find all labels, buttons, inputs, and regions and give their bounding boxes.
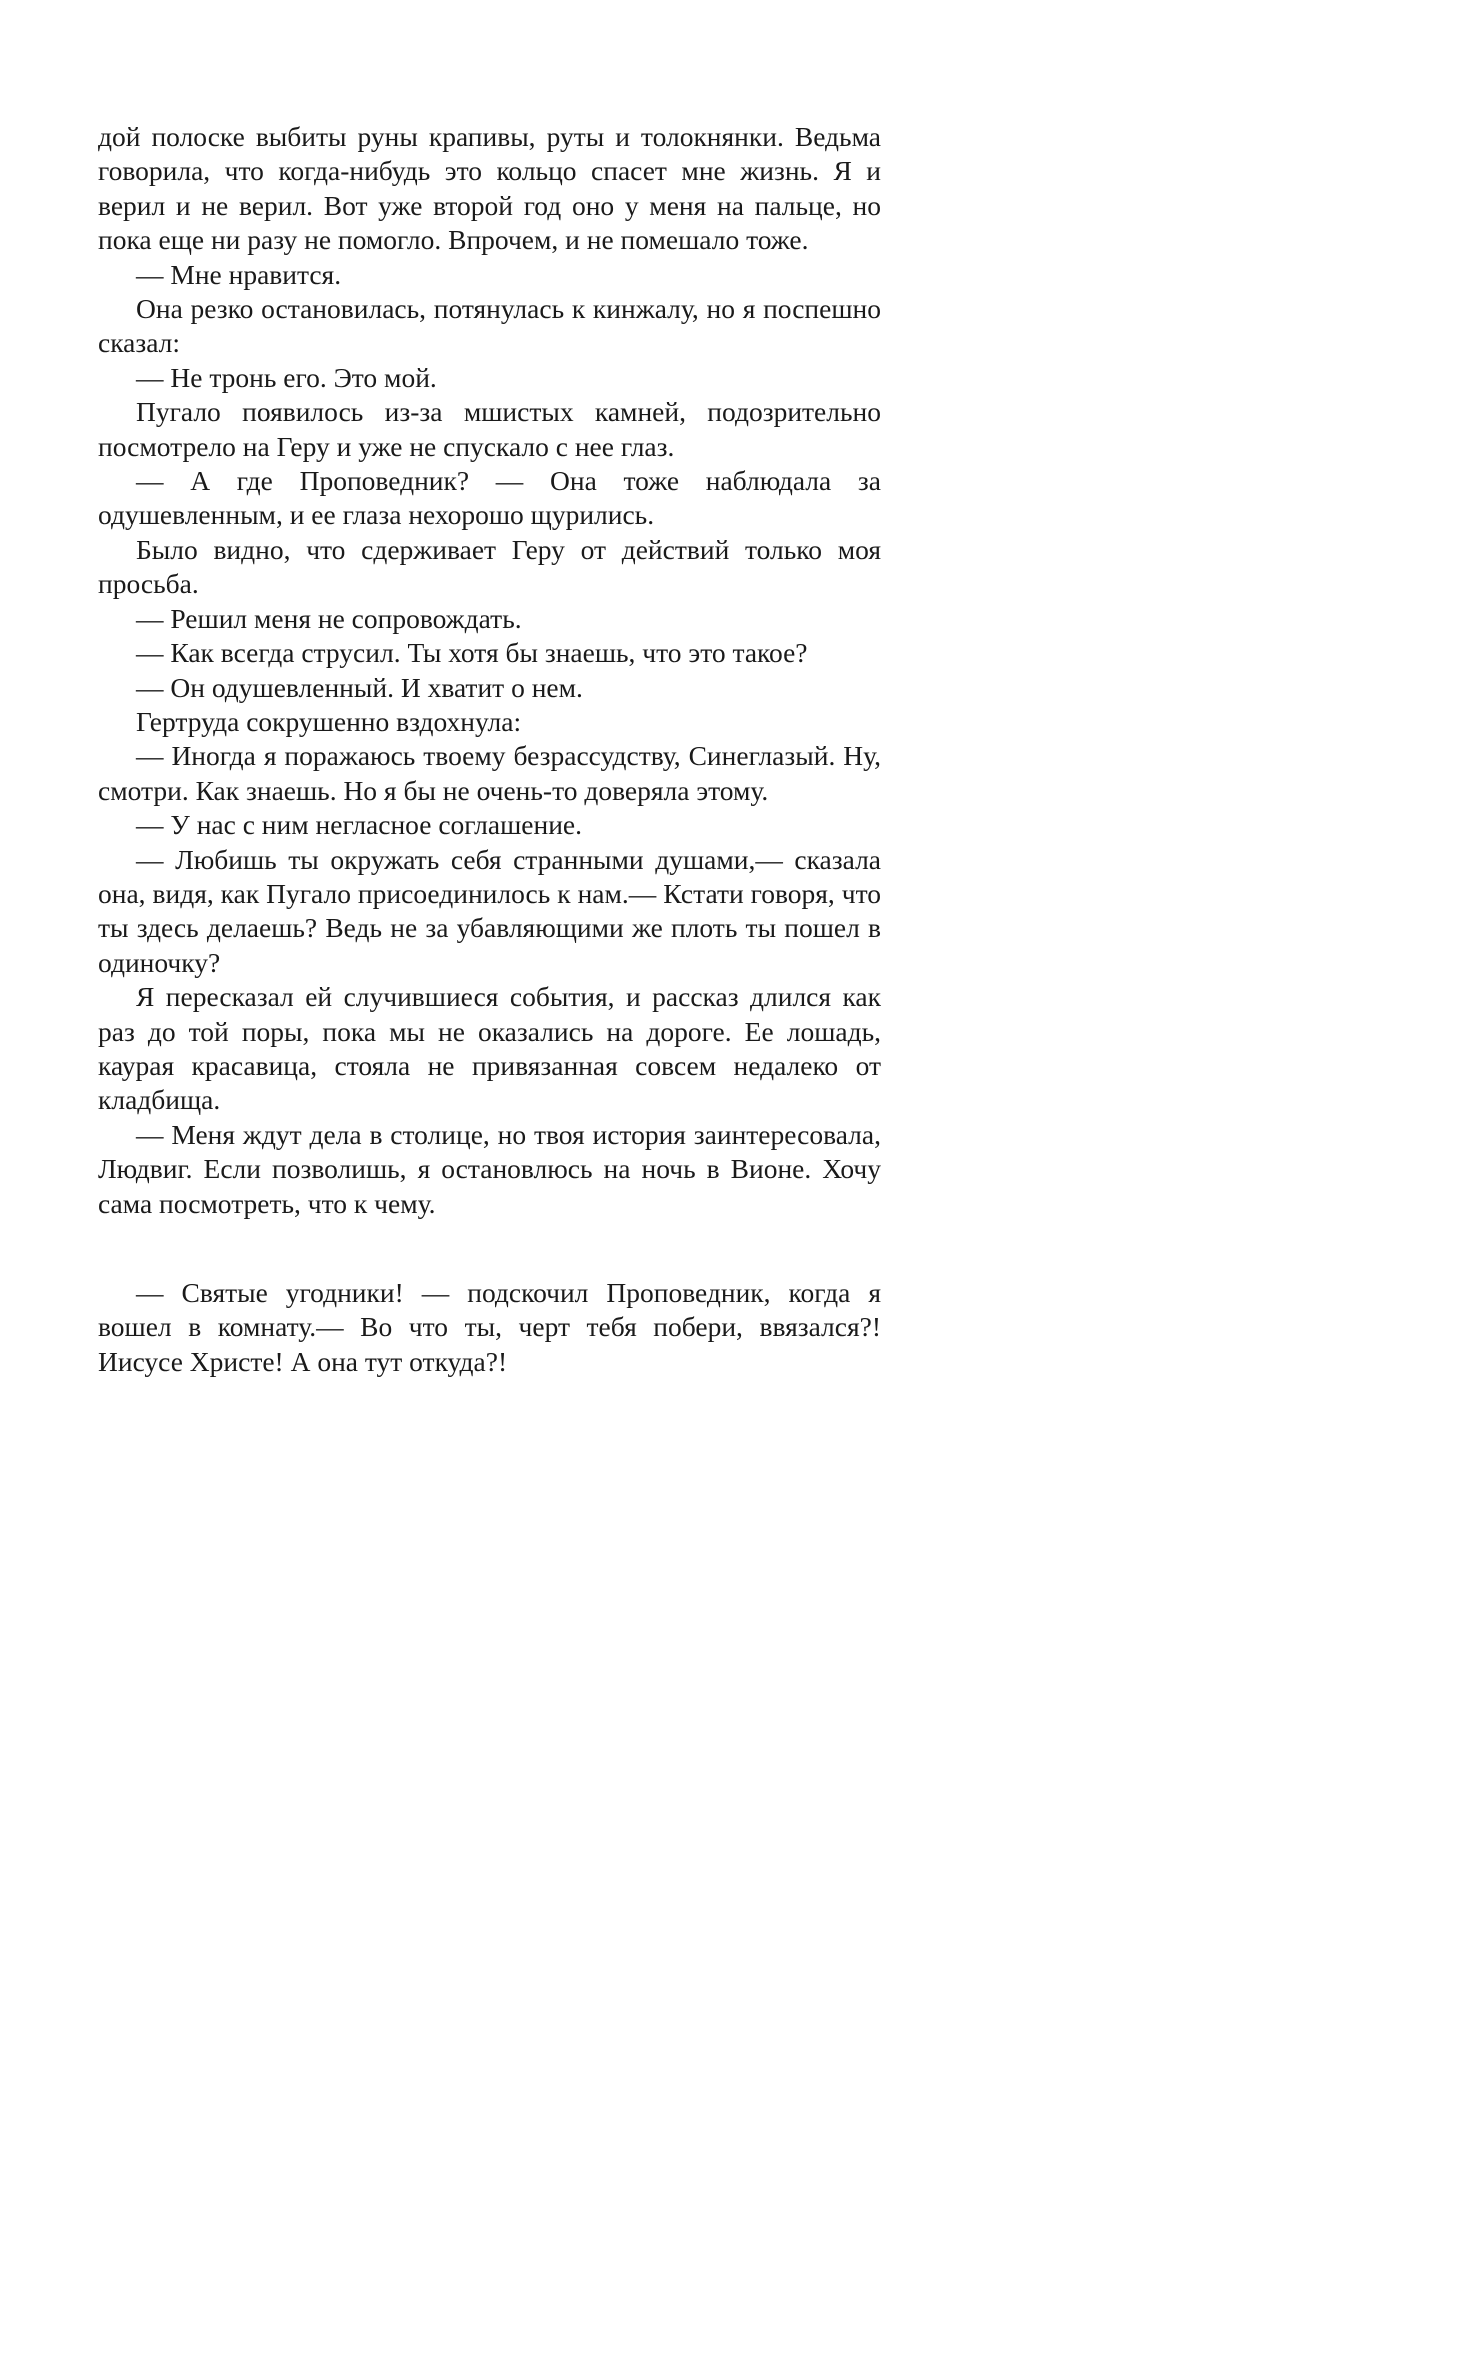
paragraph: Пугало появилось из-за мшистых камней, подозрительно посмотрело на Геру и уже не спускало с нее глаз. xyxy=(98,396,881,462)
paragraph: Было видно, что сдерживает Геру от действий только моя просьба. xyxy=(98,533,881,600)
paragraph: — Любишь ты окружать себя странными душами,— сказала она, видя, как Пугало присоединилось к нам.— Кстати говоря, что ты здесь делаешь? Ведь не за убавляющими же плоть ты пошел в одиночку? xyxy=(98,843,881,978)
paragraph: — Не тронь его. Это мой. xyxy=(136,361,437,393)
paragraph: Она резко остановилась, потянулась к кинжалу, но я поспешно сказал: xyxy=(98,293,881,359)
page-text xyxy=(98,120,881,1379)
paragraph: — Иногда я поражаюсь твоему безрассудству, Синеглазый. Ну, смотри. Как знаешь. Но я бы не очень-то доверяла этому. xyxy=(98,740,881,806)
paragraph: — Святые угодники! — подскочил Проповедник, когда я вошел в комнату.— Во что ты, черт тебя побери, ввязался?! Иисусе Христе! А она тут откуда?! xyxy=(98,1277,881,1377)
paragraph: Я пересказал ей случившиеся события, и рассказ длился как раз до той поры, пока мы не оказались на дороге. Ее лошадь, каурая красавица, стояла не привязанная совсем недалеко от кладбища. xyxy=(98,981,881,1116)
paragraph: — Он одушевленный. И хватит о нем. xyxy=(136,671,583,703)
paragraph: — Решил меня не сопровождать. xyxy=(136,602,522,634)
paragraph: Гертруда сокрушенно вздохнула: xyxy=(136,705,522,737)
book-page xyxy=(0,0,960,1538)
paragraph: — Мне нравится. xyxy=(136,258,342,290)
paragraph: — Меня ждут дела в столице, но твоя история заинтересовала, Людвиг. Если позволишь, я остановлюсь на ночь в Вионе. Хочу сама посмотреть, что к чему. xyxy=(98,1118,881,1219)
section-break xyxy=(98,1221,881,1276)
paragraph: — А где Проповедник? — Она тоже наблюдала за одушевленным, и ее глаза нехорошо щурились. xyxy=(98,465,881,531)
paragraph: — Как всегда струсил. Ты хотя бы знаешь, что это такое? xyxy=(136,637,808,669)
paragraph: дой полоске выбиты руны крапивы, руты и толокнянки. Ведьма говорила, что когда-нибудь это кольцо спасет мне жизнь. Я и верил и не верил. Вот уже второй год оно у меня на пальце, но пока еще ни разу не помогло. Впрочем, и не помешало тоже. xyxy=(98,121,881,256)
paragraph: — У нас с ним негласное соглашение. xyxy=(136,809,583,841)
